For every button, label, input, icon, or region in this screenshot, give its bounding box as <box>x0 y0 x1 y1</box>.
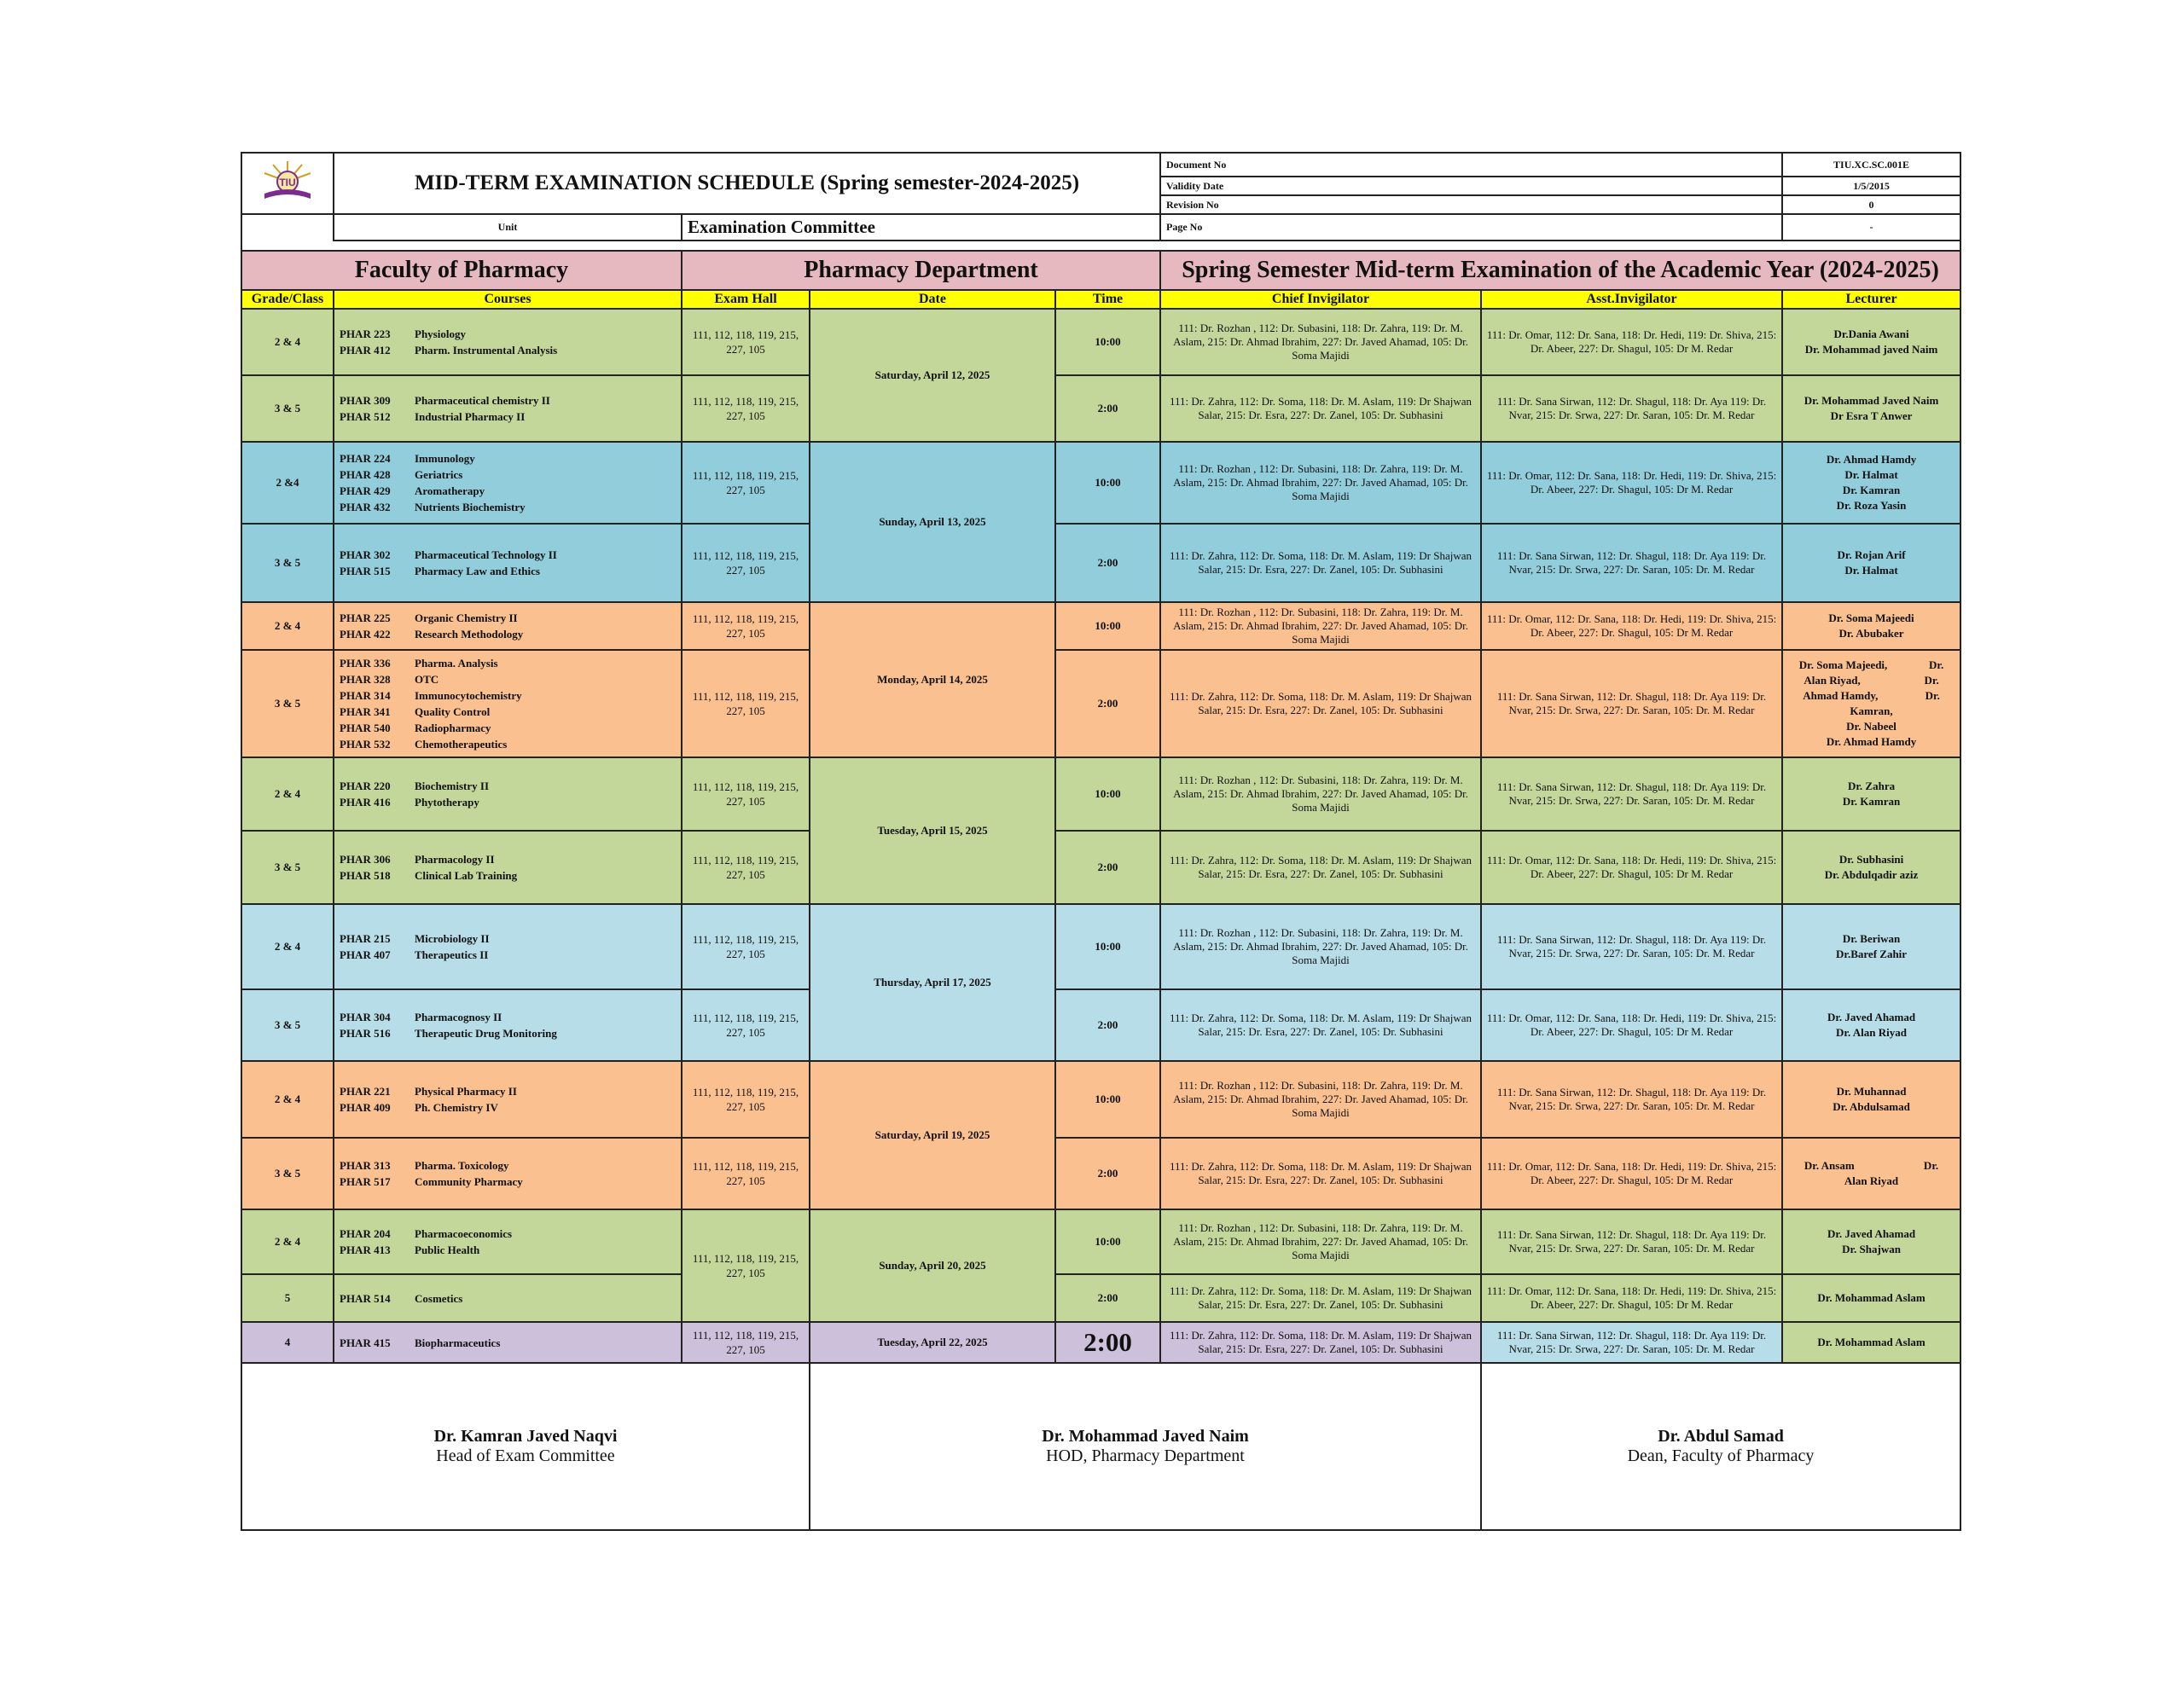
lecturer-cell: Dr. Soma Majeedi, Dr. Alan Riyad, Dr. Ahmad Hamdy, Dr. Kamran, Dr. Nabeel Dr. Ahmad Hamdy <box>1782 650 1960 757</box>
chief-invigilator-cell: 111: Dr. Rozhan , 112: Dr. Subasini, 118: Dr. Zahra, 119: Dr. M. Aslam, 215: Dr. Ahmad Ibrahim, 227: Dr. Javed Ahamad, 105: Dr. Soma Majidi <box>1160 1061 1481 1138</box>
time-cell: 2:00 <box>1055 524 1160 602</box>
asst-invigilator-cell: 111: Dr. Omar, 112: Dr. Sana, 118: Dr. Hedi, 119: Dr. Shiva, 215: Dr. Abeer, 227: Dr. Shagul, 105: Dr M. Redar <box>1481 602 1782 650</box>
time-cell: 2:00 <box>1055 375 1160 442</box>
exam-hall-cell: 111, 112, 118, 119, 215, 227, 105 <box>682 309 810 375</box>
course-line: PHAR 224 Immunology <box>340 452 475 465</box>
asst-invigilator-cell: 111: Dr. Sana Sirwan, 112: Dr. Shagul, 118: Dr. Aya 119: Dr. Nvar, 215: Dr. Srwa, 227: Dr. Saran, 105: Dr. M. Redar <box>1481 904 1782 989</box>
table-row <box>241 524 1960 602</box>
chief-invigilator-cell: 111: Dr. Zahra, 112: Dr. Soma, 118: Dr. M. Aslam, 119: Dr Shajwan Salar, 215: Dr. Esra, 227: Dr. Zanel, 105: Dr. Subhasini <box>1160 1274 1481 1322</box>
course-line: PHAR 302 Pharmaceutical Technology II <box>340 548 557 561</box>
time-cell: 2:00 <box>1055 650 1160 757</box>
lecturer-cell: Dr.Dania Awani Dr. Mohammad javed Naim <box>1782 309 1960 375</box>
course-line: PHAR 515 Pharmacy Law and Ethics <box>340 565 540 577</box>
time-cell: 2:00 <box>1055 989 1160 1061</box>
course-line: PHAR 428 Geriatrics <box>340 468 463 481</box>
col-header-lecturer: Lecturer <box>1782 290 1960 309</box>
asst-invigilator-cell: 111: Dr. Omar, 112: Dr. Sana, 118: Dr. Hedi, 119: Dr. Shiva, 215: Dr. Abeer, 227: Dr. Shagul, 105: Dr M. Redar <box>1481 989 1782 1061</box>
exam-hall-cell: 111, 112, 118, 119, 215, 227, 105 <box>682 831 810 904</box>
course-line: PHAR 221 Physical Pharmacy II <box>340 1085 517 1098</box>
courses-cell <box>334 650 682 757</box>
course-line: PHAR 517 Community Pharmacy <box>340 1175 523 1188</box>
chief-invigilator-cell: 111: Dr. Rozhan , 112: Dr. Subasini, 118: Dr. Zahra, 119: Dr. M. Aslam, 215: Dr. Ahmad Ibrahim, 227: Dr. Javed Ahamad, 105: Dr. Soma Majidi <box>1160 602 1481 650</box>
date-cell: Tuesday, April 15, 2025 <box>810 757 1055 904</box>
course-line: PHAR 415 Biopharmaceutics <box>340 1336 501 1349</box>
courses-cell <box>334 309 682 375</box>
grade-cell: 2 & 4 <box>241 757 334 831</box>
table-row <box>241 1138 1960 1209</box>
table-row <box>241 757 1960 831</box>
grade-cell: 2 &4 <box>241 442 334 524</box>
table-row <box>241 1322 1960 1363</box>
date-cell: Saturday, April 19, 2025 <box>810 1061 1055 1209</box>
signatory-name: Dr. Abdul Samad <box>1658 1427 1784 1446</box>
revision-no-value: 0 <box>1782 195 1960 214</box>
signature-dean <box>1481 1363 1960 1530</box>
lecturer-cell: Dr. Mohammad Aslam <box>1782 1274 1960 1322</box>
logo-text: TIU <box>279 177 296 188</box>
exam-hall-cell: 111, 112, 118, 119, 215, 227, 105 <box>682 650 810 757</box>
time-cell: 10:00 <box>1055 1209 1160 1274</box>
signature-exam-committee <box>241 1363 810 1530</box>
exam-hall-cell: 111, 112, 118, 119, 215, 227, 105 <box>682 757 810 831</box>
course-line: PHAR 314 Immunocytochemistry <box>340 689 522 702</box>
grade-cell: 2 & 4 <box>241 1209 334 1274</box>
lecturer-cell: Dr. Mohammad Javed Naim Dr Esra T Anwer <box>1782 375 1960 442</box>
asst-invigilator-cell: 111: Dr. Sana Sirwan, 112: Dr. Shagul, 118: Dr. Aya 119: Dr. Nvar, 215: Dr. Srwa, 227: Dr. Saran, 105: Dr. M. Redar <box>1481 375 1782 442</box>
chief-invigilator-cell: 111: Dr. Zahra, 112: Dr. Soma, 118: Dr. M. Aslam, 119: Dr Shajwan Salar, 215: Dr. Esra, 227: Dr. Zanel, 105: Dr. Subhasini <box>1160 1138 1481 1209</box>
table-row <box>241 831 1960 904</box>
lecturer-cell: Dr. Rojan Arif Dr. Halmat <box>1782 524 1960 602</box>
exam-hall-cell: 111, 112, 118, 119, 215, 227, 105 <box>682 904 810 989</box>
table-row <box>241 602 1960 650</box>
asst-invigilator-cell: 111: Dr. Sana Sirwan, 112: Dr. Shagul, 118: Dr. Aya 119: Dr. Nvar, 215: Dr. Srwa, 227: Dr. Saran, 105: Dr. M. Redar <box>1481 650 1782 757</box>
lecturer-cell: Dr. Subhasini Dr. Abdulqadir aziz <box>1782 831 1960 904</box>
lecturer-cell: Dr. Ahmad Hamdy Dr. Halmat Dr. Kamran Dr. Roza Yasin <box>1782 442 1960 524</box>
course-line: PHAR 416 Phytotherapy <box>340 796 479 809</box>
chief-invigilator-cell: 111: Dr. Rozhan , 112: Dr. Subasini, 118: Dr. Zahra, 119: Dr. M. Aslam, 215: Dr. Ahmad Ibrahim, 227: Dr. Javed Ahamad, 105: Dr. Soma Majidi <box>1160 1209 1481 1274</box>
semester-title: Spring Semester Mid-term Examination of the Academic Year (2024-2025) <box>1160 251 1960 290</box>
time-cell: 2:00 <box>1055 1274 1160 1322</box>
department-title: Pharmacy Department <box>682 251 1160 290</box>
lecturer-cell: Dr. Mohammad Aslam <box>1782 1322 1960 1363</box>
course-line: PHAR 309 Pharmaceutical chemistry II <box>340 394 550 407</box>
course-line: PHAR 336 Pharma. Analysis <box>340 657 498 670</box>
grade-cell: 3 & 5 <box>241 989 334 1061</box>
course-line: PHAR 516 Therapeutic Drug Monitoring <box>340 1027 557 1040</box>
chief-invigilator-cell: 111: Dr. Rozhan , 112: Dr. Subasini, 118: Dr. Zahra, 119: Dr. M. Aslam, 215: Dr. Ahmad Ibrahim, 227: Dr. Javed Ahamad, 105: Dr. Soma Majidi <box>1160 442 1481 524</box>
exam-hall-cell: 111, 112, 118, 119, 215, 227, 105 <box>682 442 810 524</box>
page-title: MID-TERM EXAMINATION SCHEDULE (Spring semester-2024-2025) <box>334 153 1160 214</box>
courses-cell <box>334 904 682 989</box>
course-line: PHAR 432 Nutrients Biochemistry <box>340 501 526 513</box>
chief-invigilator-cell: 111: Dr. Rozhan , 112: Dr. Subasini, 118: Dr. Zahra, 119: Dr. M. Aslam, 215: Dr. Ahmad Ibrahim, 227: Dr. Javed Ahamad, 105: Dr. Soma Majidi <box>1160 309 1481 375</box>
course-line: PHAR 220 Biochemistry II <box>340 780 490 792</box>
chief-invigilator-cell: 111: Dr. Zahra, 112: Dr. Soma, 118: Dr. M. Aslam, 119: Dr Shajwan Salar, 215: Dr. Esra, 227: Dr. Zanel, 105: Dr. Subhasini <box>1160 831 1481 904</box>
course-line: PHAR 532 Chemotherapeutics <box>340 738 508 751</box>
table-row <box>241 1061 1960 1138</box>
grade-cell: 2 & 4 <box>241 904 334 989</box>
signatory-role: HOD, Pharmacy Department <box>1046 1446 1245 1465</box>
table-row <box>241 989 1960 1061</box>
courses-cell <box>334 1274 682 1322</box>
course-line: PHAR 313 Pharma. Toxicology <box>340 1159 509 1172</box>
date-cell: Sunday, April 13, 2025 <box>810 442 1055 602</box>
courses-cell <box>334 989 682 1061</box>
courses-cell <box>334 1322 682 1363</box>
lecturer-cell: Dr. Javed Ahamad Dr. Shajwan <box>1782 1209 1960 1274</box>
table-row <box>241 442 1960 524</box>
course-line: PHAR 540 Radiopharmacy <box>340 722 491 734</box>
time-cell: 10:00 <box>1055 309 1160 375</box>
validity-date-label: Validity Date <box>1160 177 1782 195</box>
asst-invigilator-cell: 111: Dr. Omar, 112: Dr. Sana, 118: Dr. Hedi, 119: Dr. Shiva, 215: Dr. Abeer, 227: Dr. Shagul, 105: Dr M. Redar <box>1481 1138 1782 1209</box>
course-line: PHAR 215 Microbiology II <box>340 932 490 945</box>
lecturer-cell: Dr. Muhannad Dr. Abdulsamad <box>1782 1061 1960 1138</box>
course-line: PHAR 518 Clinical Lab Training <box>340 869 518 882</box>
asst-invigilator-cell: 111: Dr. Sana Sirwan, 112: Dr. Shagul, 118: Dr. Aya 119: Dr. Nvar, 215: Dr. Srwa, 227: Dr. Saran, 105: Dr. M. Redar <box>1481 757 1782 831</box>
exam-hall-cell: 111, 112, 118, 119, 215, 227, 105 <box>682 989 810 1061</box>
courses-cell <box>334 602 682 650</box>
doc-no-label: Document No <box>1160 153 1782 177</box>
lecturer-cell: Dr. Javed Ahamad Dr. Alan Riyad <box>1782 989 1960 1061</box>
date-cell: Monday, April 14, 2025 <box>810 602 1055 757</box>
table-row <box>241 375 1960 442</box>
course-line: PHAR 407 Therapeutics II <box>340 948 489 961</box>
asst-invigilator-cell: 111: Dr. Omar, 112: Dr. Sana, 118: Dr. Hedi, 119: Dr. Shiva, 215: Dr. Abeer, 227: Dr. Shagul, 105: Dr M. Redar <box>1481 442 1782 524</box>
exam-hall-cell: 111, 112, 118, 119, 215, 227, 105 <box>682 375 810 442</box>
course-line: PHAR 225 Organic Chemistry II <box>340 612 518 624</box>
unit-label: Unit <box>334 214 682 241</box>
table-row <box>241 1209 1960 1274</box>
asst-invigilator-cell: 111: Dr. Sana Sirwan, 112: Dr. Shagul, 118: Dr. Aya 119: Dr. Nvar, 215: Dr. Srwa, 227: Dr. Saran, 105: Dr. M. Redar <box>1481 1061 1782 1138</box>
grade-cell: 3 & 5 <box>241 524 334 602</box>
grade-cell: 5 <box>241 1274 334 1322</box>
lecturer-cell: Dr. Ansam Dr. Alan Riyad <box>1782 1138 1960 1209</box>
col-header-chief-invigilator: Chief Invigilator <box>1160 290 1481 309</box>
col-header-courses: Courses <box>334 290 682 309</box>
col-header-time: Time <box>1055 290 1160 309</box>
exam-hall-cell: 111, 112, 118, 119, 215, 227, 105 <box>682 602 810 650</box>
page-no-label: Page No <box>1160 214 1782 241</box>
date-cell: Thursday, April 17, 2025 <box>810 904 1055 1061</box>
time-cell: 2:00 <box>1055 1322 1160 1363</box>
chief-invigilator-cell: 111: Dr. Zahra, 112: Dr. Soma, 118: Dr. M. Aslam, 119: Dr Shajwan Salar, 215: Dr. Esra, 227: Dr. Zanel, 105: Dr. Subhasini <box>1160 989 1481 1061</box>
courses-cell <box>334 442 682 524</box>
signatory-role: Head of Exam Committee <box>436 1446 615 1465</box>
course-line: PHAR 341 Quality Control <box>340 705 491 718</box>
time-cell: 10:00 <box>1055 1061 1160 1138</box>
chief-invigilator-cell: 111: Dr. Rozhan , 112: Dr. Subasini, 118: Dr. Zahra, 119: Dr. M. Aslam, 215: Dr. Ahmad Ibrahim, 227: Dr. Javed Ahamad, 105: Dr. Soma Majidi <box>1160 757 1481 831</box>
course-line: PHAR 429 Aromatherapy <box>340 484 485 497</box>
courses-cell <box>334 1061 682 1138</box>
doc-no-value: TIU.XC.SC.001E <box>1782 153 1960 177</box>
table-row <box>241 904 1960 989</box>
course-line: PHAR 328 OTC <box>340 673 439 686</box>
signature-row <box>241 1363 1960 1530</box>
grade-cell: 2 & 4 <box>241 1061 334 1138</box>
grade-cell: 3 & 5 <box>241 1138 334 1209</box>
exam-hall-cell: 111, 112, 118, 119, 215, 227, 105 <box>682 1138 810 1209</box>
courses-cell <box>334 375 682 442</box>
time-cell: 10:00 <box>1055 904 1160 989</box>
signatory-name: Dr. Kamran Javed Naqvi <box>433 1427 618 1446</box>
table-row <box>241 1274 1960 1322</box>
lecturer-cell: Dr. Beriwan Dr.Baref Zahir <box>1782 904 1960 989</box>
validity-date-value: 1/5/2015 <box>1782 177 1960 195</box>
asst-invigilator-cell: 111: Dr. Omar, 112: Dr. Sana, 118: Dr. Hedi, 119: Dr. Shiva, 215: Dr. Abeer, 227: Dr. Shagul, 105: Dr M. Redar <box>1481 831 1782 904</box>
grade-cell: 2 & 4 <box>241 309 334 375</box>
exam-hall-cell: 111, 112, 118, 119, 215, 227, 105 <box>682 1322 810 1363</box>
time-cell: 2:00 <box>1055 1138 1160 1209</box>
courses-cell <box>334 1138 682 1209</box>
faculty-title: Faculty of Pharmacy <box>241 251 682 290</box>
courses-cell <box>334 757 682 831</box>
course-line: PHAR 413 Public Health <box>340 1244 480 1256</box>
exam-hall-cell: 111, 112, 118, 119, 215, 227, 105 <box>682 524 810 602</box>
asst-invigilator-cell: 111: Dr. Omar, 112: Dr. Sana, 118: Dr. Hedi, 119: Dr. Shiva, 215: Dr. Abeer, 227: Dr. Shagul, 105: Dr M. Redar <box>1481 309 1782 375</box>
course-line: PHAR 223 Physiology <box>340 328 466 340</box>
asst-invigilator-cell: 111: Dr. Sana Sirwan, 112: Dr. Shagul, 118: Dr. Aya 119: Dr. Nvar, 215: Dr. Srwa, 227: Dr. Saran, 105: Dr. M. Redar <box>1481 524 1782 602</box>
course-line: PHAR 422 Research Methodology <box>340 628 524 641</box>
signatory-role: Dean, Faculty of Pharmacy <box>1627 1446 1815 1465</box>
grade-cell: 4 <box>241 1322 334 1363</box>
table-row <box>241 309 1960 375</box>
time-cell: 10:00 <box>1055 757 1160 831</box>
course-line: PHAR 409 Ph. Chemistry IV <box>340 1101 498 1114</box>
table-row <box>241 650 1960 757</box>
asst-invigilator-cell: 111: Dr. Sana Sirwan, 112: Dr. Shagul, 118: Dr. Aya 119: Dr. Nvar, 215: Dr. Srwa, 227: Dr. Saran, 105: Dr. M. Redar <box>1481 1322 1782 1363</box>
time-cell: 2:00 <box>1055 831 1160 904</box>
chief-invigilator-cell: 111: Dr. Zahra, 112: Dr. Soma, 118: Dr. M. Aslam, 119: Dr Shajwan Salar, 215: Dr. Esra, 227: Dr. Zanel, 105: Dr. Subhasini <box>1160 375 1481 442</box>
unit-value: Examination Committee <box>682 214 1160 241</box>
time-cell: 10:00 <box>1055 602 1160 650</box>
chief-invigilator-cell: 111: Dr. Zahra, 112: Dr. Soma, 118: Dr. M. Aslam, 119: Dr Shajwan Salar, 215: Dr. Esra, 227: Dr. Zanel, 105: Dr. Subhasini <box>1160 1322 1481 1363</box>
time-cell: 10:00 <box>1055 442 1160 524</box>
page-no-value: - <box>1782 214 1960 241</box>
col-header-asst-invigilator: Asst.Invigilator <box>1481 290 1782 309</box>
grade-cell: 3 & 5 <box>241 650 334 757</box>
signatory-name: Dr. Mohammad Javed Naim <box>1042 1427 1249 1446</box>
course-line: PHAR 304 Pharmacognosy II <box>340 1011 502 1023</box>
date-cell: Saturday, April 12, 2025 <box>810 309 1055 442</box>
chief-invigilator-cell: 111: Dr. Zahra, 112: Dr. Soma, 118: Dr. M. Aslam, 119: Dr Shajwan Salar, 215: Dr. Esra, 227: Dr. Zanel, 105: Dr. Subhasini <box>1160 650 1481 757</box>
grade-cell: 3 & 5 <box>241 375 334 442</box>
course-line: PHAR 204 Pharmacoeconomics <box>340 1227 513 1240</box>
exam-hall-cell: 111, 112, 118, 119, 215, 227, 105 <box>682 1209 810 1322</box>
chief-invigilator-cell: 111: Dr. Rozhan , 112: Dr. Subasini, 118: Dr. Zahra, 119: Dr. M. Aslam, 215: Dr. Ahmad Ibrahim, 227: Dr. Javed Ahamad, 105: Dr. Soma Majidi <box>1160 904 1481 989</box>
date-cell: Tuesday, April 22, 2025 <box>810 1322 1055 1363</box>
university-logo <box>241 153 334 214</box>
date-cell: Sunday, April 20, 2025 <box>810 1209 1055 1322</box>
asst-invigilator-cell: 111: Dr. Omar, 112: Dr. Sana, 118: Dr. Hedi, 119: Dr. Shiva, 215: Dr. Abeer, 227: Dr. Shagul, 105: Dr M. Redar <box>1481 1274 1782 1322</box>
lecturer-cell: Dr. Zahra Dr. Kamran <box>1782 757 1960 831</box>
courses-cell <box>334 831 682 904</box>
exam-hall-cell: 111, 112, 118, 119, 215, 227, 105 <box>682 1061 810 1138</box>
grade-cell: 3 & 5 <box>241 831 334 904</box>
revision-no-label: Revision No <box>1160 195 1782 214</box>
course-line: PHAR 512 Industrial Pharmacy II <box>340 410 526 423</box>
schedule-table <box>241 152 1961 1531</box>
col-header-grade: Grade/Class <box>241 290 334 309</box>
courses-cell <box>334 524 682 602</box>
course-line: PHAR 514 Cosmetics <box>340 1291 463 1305</box>
courses-cell <box>334 1209 682 1274</box>
chief-invigilator-cell: 111: Dr. Zahra, 112: Dr. Soma, 118: Dr. M. Aslam, 119: Dr Shajwan Salar, 215: Dr. Esra, 227: Dr. Zanel, 105: Dr. Subhasini <box>1160 524 1481 602</box>
asst-invigilator-cell: 111: Dr. Sana Sirwan, 112: Dr. Shagul, 118: Dr. Aya 119: Dr. Nvar, 215: Dr. Srwa, 227: Dr. Saran, 105: Dr. M. Redar <box>1481 1209 1782 1274</box>
course-line: PHAR 412 Pharm. Instrumental Analysis <box>340 344 558 357</box>
grade-cell: 2 & 4 <box>241 602 334 650</box>
signature-hod <box>810 1363 1481 1530</box>
col-header-date: Date <box>810 290 1055 309</box>
lecturer-cell: Dr. Soma Majeedi Dr. Abubaker <box>1782 602 1960 650</box>
exam-schedule-sheet <box>241 152 1960 1531</box>
course-line: PHAR 306 Pharmacology II <box>340 853 495 866</box>
col-header-exam-hall: Exam Hall <box>682 290 810 309</box>
